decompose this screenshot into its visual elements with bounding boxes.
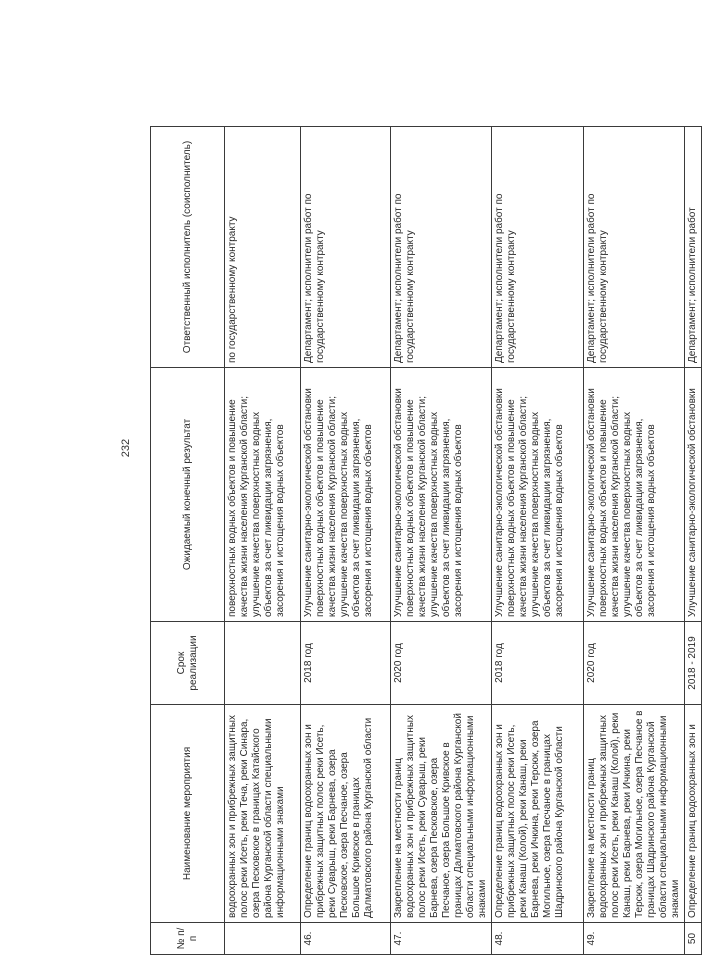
row-num: [225, 923, 301, 955]
row-responsible: Департамент; исполнители работ по государственному контракту: [301, 127, 391, 368]
header-responsible: Ответственный исполнитель (соисполнитель): [151, 127, 225, 368]
table-row: [225, 127, 301, 955]
row-term: 2018 год: [301, 622, 391, 705]
header-name: Наименование мероприятия: [151, 705, 225, 923]
row-name: Закрепление на местности границ водоохранных зон и прибрежных защитных полос реки Исеть, реки Суварыш, реки Барнева, озера Песковское, озера Песчаное, озера Большое Кривское в границах Далматовского района Курганской области специальными информационными знаками: [391, 705, 492, 923]
row-name: водоохранных зон и прибрежных защитных полос реки Исеть, реки Теча, реки Синара, озера Песковское в границах Катайского района Курганской области специальными информационными знаками: [225, 705, 301, 923]
row-num: 50: [685, 923, 702, 955]
row-term: [225, 622, 301, 705]
table-row: [301, 127, 391, 955]
row-result: Улучшение санитарно-экологической обстановки поверхностных водных объектов и повышение качества жизни населения Курганской области; улучшение качества поверхностных водных объектов за счет ликвидации загрязнения, засорения и истощения водных объектов: [584, 368, 685, 622]
row-name: Определение границ водоохранных зон и прибрежных защитных полос реки Исеть, реки Канаш (Колой), реки Канаш, реки Барнева, реки Ичкина, реки Терсюк, озера Могильное, озера Песчаное в границах Шадринского района Курганской области: [492, 705, 584, 923]
rotated-table-wrapper: [150, 127, 698, 955]
row-result: Улучшение санитарно-экологической обстановки поверхностных водных объектов и повышение качества жизни населения Курганской области; улучшение качества поверхностных водных объектов за счет ликвидации загрязнения, засорения и истощения водных объектов: [492, 368, 584, 622]
table-row: [584, 127, 685, 955]
row-name: Определение границ водоохранных зон и прибрежных защитных полос реки Исеть, реки Суварыш, реки Барнева, озера Песковское, озера Песчаное, озера Большое Кривское в границах Далматовского района Курганской области: [301, 705, 391, 923]
row-responsible: Департамент; исполнители работ по государственному контракту: [584, 127, 685, 368]
row-term: 2018 год: [492, 622, 584, 705]
row-num: 47.: [391, 923, 492, 955]
row-name: Определение границ водоохранных зон и: [685, 705, 702, 923]
row-responsible: по государственному контракту: [225, 127, 301, 368]
row-result: Улучшение санитарно-экологической обстановки поверхностных водных объектов и повышение качества жизни населения Курганской области; улучшение качества поверхностных водных объектов за счет ликвидации загрязнения, засорения и истощения водных объектов: [301, 368, 391, 622]
table-row: [391, 127, 492, 955]
row-name: Закрепление на местности границ водоохранных зон и прибрежных защитных полос реки Исеть, реки Канаш (Колой), реки Канаш, реки Барнева, реки Ичкина, реки Терсюк, озера Могильное, озера Песчаное в границах Шадринского района Курганской области специальными информационными знаками: [584, 705, 685, 923]
table-header-row: [151, 127, 225, 955]
header-num: № п/п: [151, 923, 225, 955]
row-responsible: Департамент; исполнители работ по государственному контракту: [391, 127, 492, 368]
row-term: 2020 год: [391, 622, 492, 705]
measures-table: [150, 126, 702, 955]
row-result: Улучшение санитарно-экологической обстановки: [685, 368, 702, 622]
row-term: 2020 год: [584, 622, 685, 705]
row-term: 2018 - 2019: [685, 622, 702, 705]
table-row: [685, 127, 702, 955]
row-responsible: Департамент; исполнители работ: [685, 127, 702, 368]
page-number: 232: [120, 438, 132, 458]
table-row: [492, 127, 584, 955]
row-responsible: Департамент; исполнители работ по государственному контракту: [492, 127, 584, 368]
header-term: Срок реализации: [151, 622, 225, 705]
row-num: 48.: [492, 923, 584, 955]
row-num: 46.: [301, 923, 391, 955]
row-num: 49.: [584, 923, 685, 955]
row-result: Улучшение санитарно-экологической обстановки поверхностных водных объектов и повышение качества жизни населения Курганской области; улучшение качества поверхностных водных объектов за счет ликвидации загрязнения, засорения и истощения водных объектов: [391, 368, 492, 622]
header-result: Ожидаемый конечный результат: [151, 368, 225, 622]
row-result: поверхностных водных объектов и повышение качества жизни населения Курганской области; улучшение качества поверхностных водных объектов за счет ликвидации загрязнения, засорения и истощения водных объектов: [225, 368, 301, 622]
